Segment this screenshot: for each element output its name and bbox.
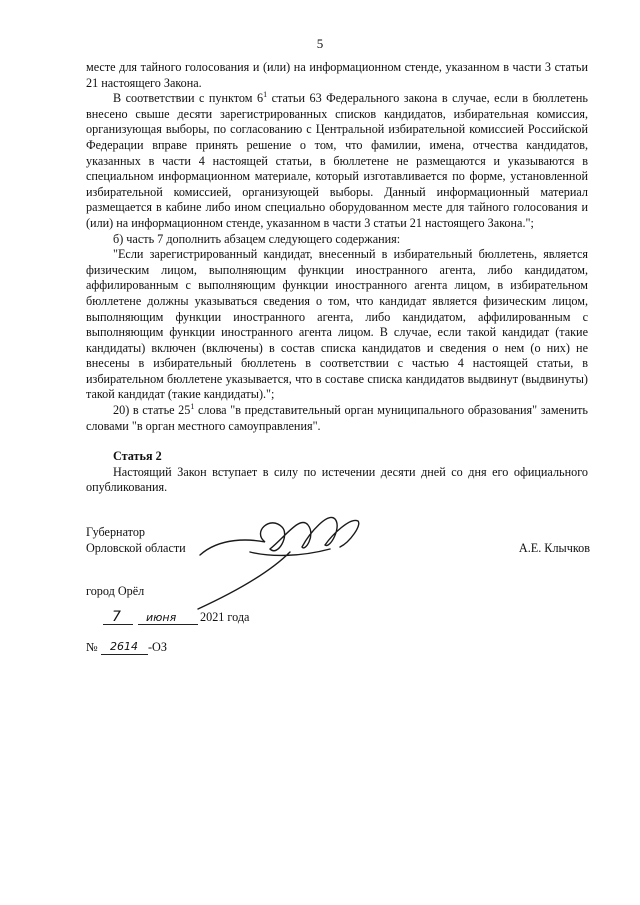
paragraph [86,403,588,434]
number-underline [101,654,148,655]
paragraph [86,91,588,231]
article-title: Статья 2 [113,449,162,464]
position-line: Губернатор [86,525,146,539]
city-label: город Орёл [86,584,145,598]
number-suffix: -ОЗ [148,640,167,654]
paragraph: б) часть 7 дополнить абзацем следующего содержания: [113,231,401,246]
paragraph: "Если зарегистрированный кандидат, внесенный в избирательный бюллетень, является физическим лицом, выполняющим функции иностранного агента, либо кандидатом, аффилированным с выполняющим функции иностранного агента лицом, в избирательном бюллетене должны указываться сведения о том, что кандидат является физическим лицом, выполняющим функции иностранного агента, либо кандидатом, аффилированным с выполняющим функции иностранного агента лицом. В случае, если такой кандидат (такие кандидаты) включен (включены) в состав списка кандидатов и сведения о нем (о них) не внесены в избирательный бюллетень в соответствии с частью 4 настоящей статьи, в избирательном бюллетене указывается, что в составе списка кандидатов выдвинут (выдвинуты) такой кандидат (такие кандидаты)."; [86,247,588,402]
paragraph: месте для тайного голосования и (или) на информационном стенде, указанном в части 3 статьи 21 настоящего Закона. [86,60,588,90]
paragraph: Настоящий Закон вступает в силу по истечении десяти дней со дня его официального опубликования. [86,464,588,495]
position-line: Орловской области [86,540,186,555]
handwritten-signature [190,497,365,612]
superscript: 1 [263,90,268,100]
page-number: 5 [316,36,324,51]
paragraph-text: статьи 63 Федерального закона в случае, если в бюллетень внесено свыше десяти зарегистрированных списков кандидатов, избирательная комиссия, организующая выборы, по согласованию с Центральной избирательной комиссией Российской Федерации вправе принять решение о том, что фамилии, имена, отчества кандидатов, указанных в части 4 настоящей статьи, в бюллетене не размещаются и указываются в специальном информационном материале, который изготавливается по форме, установленной избирательной комиссией, организующей выборы. Данный информационный материал размещается в кабине либо ином специально оборудованном месте для тайного голосования и (или) на информационном стенде, указанном в части 3 статьи 21 настоящего Закона."; [86,91,588,230]
signatory-position [86,525,186,556]
paragraph-text: слова "в представительный орган муниципального образования" заменить словами "в орган местного самоуправления". [86,403,588,433]
paragraph-text: 20) в статье 25 [113,403,191,418]
date-month: июня [146,611,177,624]
month-underline [138,624,198,625]
superscript: 1 [190,402,195,412]
date-day: 7 [112,609,121,625]
number-prefix: № [86,640,98,654]
date-year: 2021 года [200,610,250,624]
paragraph-text: В соответствии с пунктом 6 [113,91,264,106]
law-number: 2614 [110,640,138,653]
signatory-name: А.Е. Клычков [518,541,590,555]
document-body [86,60,588,496]
